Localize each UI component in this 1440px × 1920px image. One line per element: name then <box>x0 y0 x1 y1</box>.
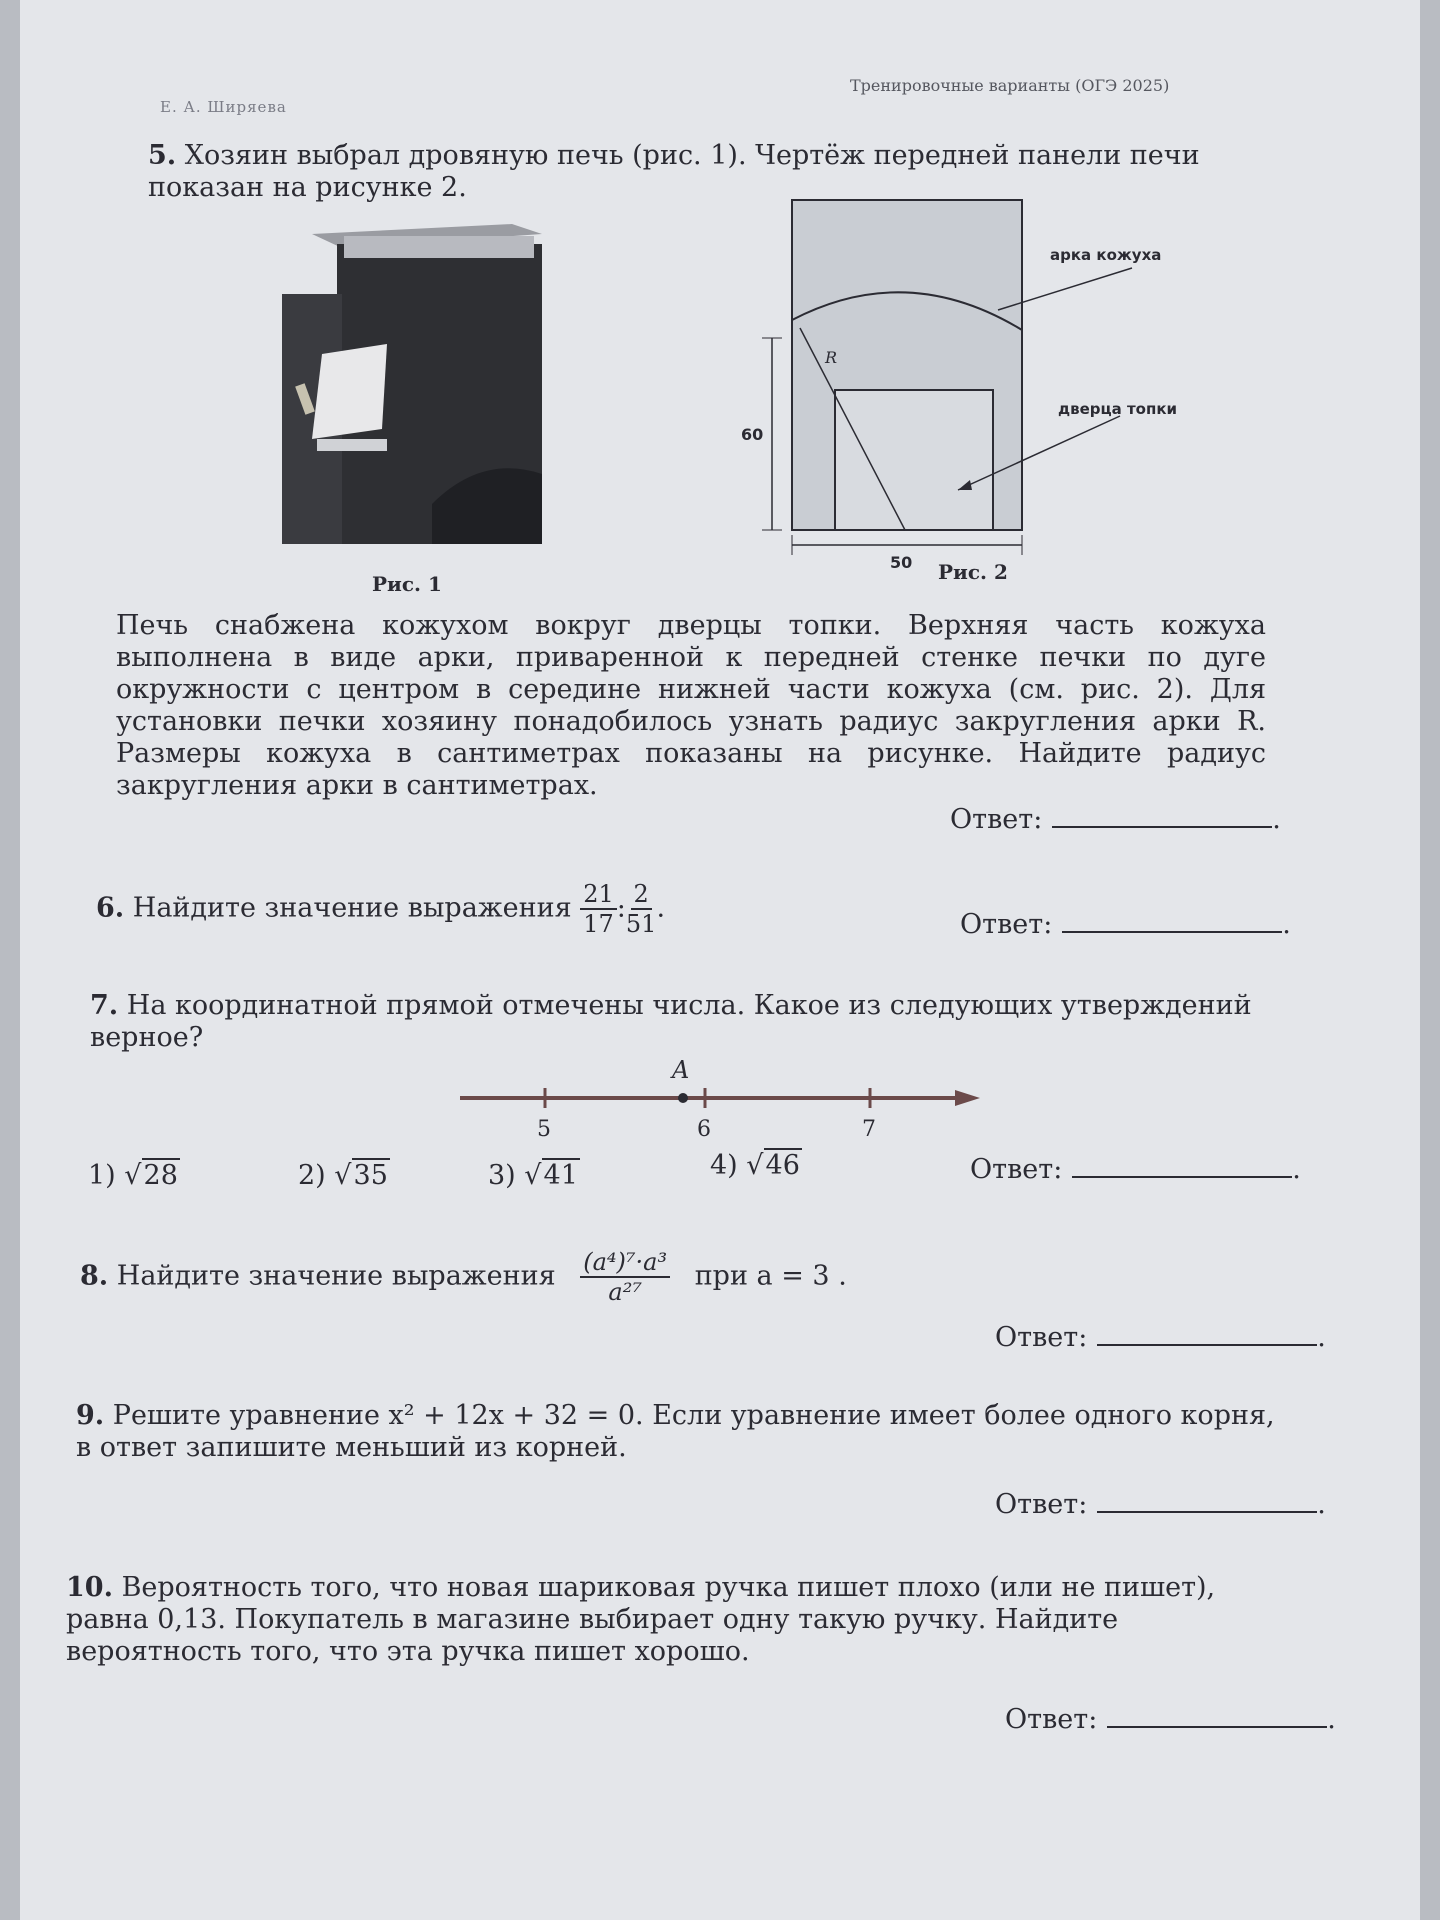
fraction-1-den: 17 <box>583 910 614 938</box>
width-label: 50 <box>890 553 913 570</box>
task-7-text: На координатной прямой отмечены числа. Какое из следующих утверждений верное? <box>90 990 1252 1053</box>
option-radicand: 46 <box>765 1150 800 1181</box>
option-number: 4) <box>710 1150 738 1181</box>
header-author: Е. А. Ширяева <box>160 98 287 116</box>
option-number: 1) <box>88 1160 116 1191</box>
task-8-text: Найдите значение выражения <box>116 1260 556 1292</box>
task-8 <box>80 1248 847 1306</box>
fraction-2 <box>626 880 657 938</box>
point-a <box>678 1093 688 1103</box>
division-sign: : <box>616 892 626 924</box>
answer-label: Ответ: <box>995 1322 1088 1353</box>
task-5-answer: Ответ: . <box>950 800 1281 835</box>
task-number: 8. <box>80 1260 109 1292</box>
task-10-text: Вероятность того, что новая шариковая ручка пишет плохо (или не пишет), равна 0,13. Покупатель в магазине выбирает одну такую ручку. Найдите вероятность того, что эта ручка пишет хорошо. <box>66 1572 1216 1667</box>
task-9-answer: Ответ: . <box>995 1485 1326 1520</box>
door-label: дверца топки <box>1058 400 1178 418</box>
task-5-intro-text: Хозяин выбрал дровяную печь (рис. 1). Чертёж передней панели печи показан на рисунке 2. <box>148 140 1200 203</box>
answer-label: Ответ: <box>950 804 1043 835</box>
task-10-answer: Ответ: . <box>1005 1700 1336 1735</box>
option-radicand: 35 <box>353 1160 388 1191</box>
answer-blank[interactable] <box>1107 1700 1327 1728</box>
tick-label-6: 6 <box>697 1117 711 1142</box>
option-1[interactable]: 1) √28 <box>88 1160 178 1191</box>
option-2[interactable]: 2) √35 <box>298 1160 388 1191</box>
option-radicand: 41 <box>543 1160 578 1191</box>
task-6: 6. Найдите значение выражения $\frac{21}{17}$ : $\frac{2}{51}$ . <box>96 880 666 938</box>
answer-label: Ответ: <box>960 909 1053 940</box>
height-label: 60 <box>741 425 764 444</box>
answer-blank[interactable] <box>1097 1318 1317 1346</box>
task-number: 5. <box>148 140 177 171</box>
option-number: 3) <box>488 1160 516 1191</box>
task-10 <box>66 1572 1296 1668</box>
task-8-condition: при a = 3 . <box>694 1260 847 1292</box>
option-3[interactable]: 3) √41 <box>488 1160 578 1191</box>
answer-blank[interactable] <box>1072 1150 1292 1178</box>
option-number: 2) <box>298 1160 326 1191</box>
power-fraction-num: (a⁴)⁷·a³ <box>580 1248 670 1278</box>
answer-blank[interactable] <box>1097 1485 1317 1513</box>
worksheet-page <box>20 0 1420 1920</box>
answer-label: Ответ: <box>970 1154 1063 1185</box>
task-number: 7. <box>90 990 119 1021</box>
task-5-text: Печь снабжена кожухом вокруг дверцы топки. Верхняя часть кожуха выполнена в виде арки, приваренной к передней стенке печки по дуге окружности с центром в середине нижней части кожуха (см. рис. 2). Для установки печки хозяину понадобилось узнать радиус закругления арки R. Размеры кожуха в сантиметрах показаны на рисунке. Найдите радиус закругления арки в сантиметрах. <box>116 610 1266 801</box>
task-7 <box>90 990 1260 1054</box>
fig2-caption: Рис. 2 <box>938 560 1008 584</box>
stove-photo <box>282 214 560 550</box>
answer-label: Ответ: <box>995 1489 1088 1520</box>
task-8-answer: Ответ: . <box>995 1318 1326 1353</box>
fraction-1-num: 21 <box>580 880 617 910</box>
radius-label: R <box>825 348 838 367</box>
fig1-caption: Рис. 1 <box>372 572 442 596</box>
tick-label-5: 5 <box>537 1117 551 1142</box>
option-4[interactable]: 4) √46 <box>710 1150 800 1181</box>
task-9-text: Решите уравнение x² + 12x + 32 = 0. Если уравнение имеет более одного корня, в ответ запишите меньший из корней. <box>76 1400 1275 1463</box>
point-a-label: A <box>672 1058 690 1084</box>
answer-label: Ответ: <box>1005 1704 1098 1735</box>
task-number: 10. <box>66 1572 113 1603</box>
answer-blank[interactable] <box>1052 800 1272 828</box>
power-fraction <box>580 1248 670 1306</box>
task-6-answer: Ответ: . <box>960 905 1291 940</box>
shroud-diagram <box>740 190 1260 570</box>
tick-label-7: 7 <box>862 1117 876 1142</box>
fraction-2-num: 2 <box>631 880 652 910</box>
task-number: 6. <box>96 892 125 924</box>
fraction-1 <box>580 880 617 938</box>
task-6-text: Найдите значение выражения <box>132 892 572 924</box>
header-series: Тренировочные варианты (ОГЭ 2025) <box>850 76 1170 95</box>
task-7-answer: Ответ: . <box>970 1150 1301 1185</box>
number-line <box>450 1058 990 1148</box>
task-9 <box>76 1400 1276 1464</box>
fraction-2-den: 51 <box>625 910 657 938</box>
answer-blank[interactable] <box>1062 905 1282 933</box>
option-radicand: 28 <box>143 1160 178 1191</box>
arch-label: арка кожуха <box>1050 246 1162 264</box>
task-number: 9. <box>76 1400 105 1431</box>
power-fraction-den: a²⁷ <box>608 1278 642 1306</box>
